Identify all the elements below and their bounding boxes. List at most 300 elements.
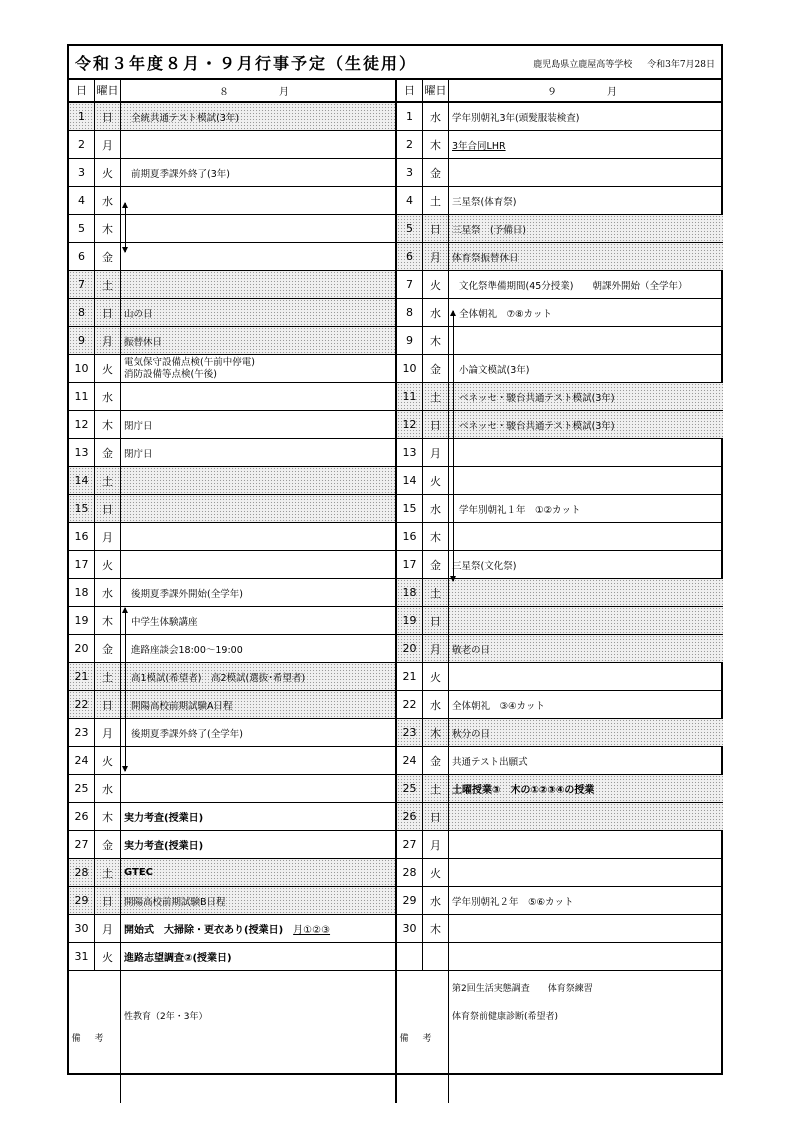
calendar-row: [69, 467, 395, 495]
event-cell: [452, 103, 719, 130]
day-cell: 22: [69, 691, 95, 718]
calendar-row: [397, 943, 723, 971]
event-cell: [124, 747, 391, 774]
calendar-row: [397, 775, 723, 803]
weekday-cell: 木: [95, 803, 121, 830]
day-cell: 5: [69, 215, 95, 242]
weekday-cell: 火: [95, 355, 121, 382]
event-cell: [124, 831, 391, 858]
event-text: 進路志望調査②(授業日): [124, 953, 232, 964]
calendar-row: [397, 467, 723, 495]
day-cell: 21: [69, 663, 95, 690]
september-column: [395, 78, 723, 1103]
event-cell: [452, 467, 719, 494]
event-cell: [124, 299, 391, 326]
calendar-row: [397, 635, 723, 663]
month-header: ９ 月: [547, 87, 617, 98]
event-cell: [124, 775, 391, 802]
calendar-row: [397, 159, 723, 187]
weekday-cell: 日: [95, 103, 121, 130]
event-cell: [452, 383, 719, 410]
event-cell: [124, 467, 391, 494]
weekday-cell: 土: [95, 271, 121, 298]
weekday-cell: 火: [95, 747, 121, 774]
calendar-row: [397, 495, 723, 523]
weekday-cell: 日: [95, 887, 121, 914]
weekday-cell: 土: [95, 859, 121, 886]
weekday-cell: 木: [95, 411, 121, 438]
event-cell: [124, 523, 391, 550]
weekday-cell: 土: [423, 383, 449, 410]
calendar-row: [69, 383, 395, 411]
calendar-row: [69, 271, 395, 299]
event-text: GTEC: [124, 867, 154, 878]
day-cell: 8: [69, 299, 95, 326]
calendar-row: [69, 187, 395, 215]
day-cell: 9: [397, 327, 423, 354]
event-cell: [452, 131, 719, 158]
calendar-row: [69, 243, 395, 271]
weekday-cell: 日: [423, 215, 449, 242]
school-name: 鹿児島県立鹿屋高等学校: [533, 60, 633, 70]
event-cell: [124, 691, 391, 718]
weekday-cell: 水: [423, 299, 449, 326]
calendar-row: [69, 747, 395, 775]
day-cell: 19: [69, 607, 95, 634]
day-cell: 31: [69, 943, 95, 970]
event-cell: [124, 719, 391, 746]
calendar-row: [69, 131, 395, 159]
day-cell: 4: [397, 187, 423, 214]
calendar-row: [397, 663, 723, 691]
weekday-cell: 月: [95, 523, 121, 550]
day-cell: 16: [69, 523, 95, 550]
event-text: 閉庁日: [124, 420, 153, 432]
day-cell: 2: [69, 131, 95, 158]
day-cell: 27: [69, 831, 95, 858]
day-cell: 8: [397, 299, 423, 326]
event-text: 文化祭準備期間(45分授業) 朝課外開始（全学年）: [459, 280, 688, 292]
weekday-cell: 水: [95, 187, 121, 214]
event-cell: [452, 327, 719, 354]
calendar-row: [397, 523, 723, 551]
weekday-cell: 木: [423, 915, 449, 942]
day-cell: [397, 943, 423, 970]
day-cell: 7: [69, 271, 95, 298]
calendar-row: [397, 915, 723, 943]
day-cell: 15: [69, 495, 95, 522]
event-text: 山の日: [124, 308, 153, 320]
event-cell: [124, 383, 391, 410]
day-cell: 10: [69, 355, 95, 382]
event-cell: [452, 803, 719, 830]
calendar-row: [69, 943, 395, 971]
day-cell: 7: [397, 271, 423, 298]
day-cell: 20: [69, 635, 95, 662]
day-cell: 26: [397, 803, 423, 830]
event-text: 開始式 大掃除・更衣あり(授業日): [124, 925, 294, 936]
weekday-cell: 水: [423, 887, 449, 914]
event-cell: [452, 523, 719, 550]
event-cell: [452, 411, 719, 438]
weekday-cell: 金: [95, 635, 121, 662]
calendar-row: [69, 215, 395, 243]
event-cell: [124, 579, 391, 606]
event-cell: [452, 243, 719, 270]
calendar-row: [69, 159, 395, 187]
weekday-cell: 金: [423, 159, 449, 186]
event-cell: [452, 187, 719, 214]
remark-line: 性教育（2年・3年）: [124, 1012, 208, 1022]
calendar-row: [397, 831, 723, 859]
event-cell: [124, 159, 391, 186]
day-cell: 27: [397, 831, 423, 858]
period-note: 月①②③: [293, 925, 331, 936]
event-text: 後期夏季課外終了(全学年): [131, 728, 243, 740]
day-cell: 12: [397, 411, 423, 438]
day-header: 日: [397, 78, 423, 101]
weekday-cell: 水: [95, 775, 121, 802]
event-cell: [452, 635, 719, 662]
event-cell: [124, 103, 391, 130]
event-cell: [452, 551, 719, 578]
range-arrow: [125, 203, 126, 252]
event-cell: [452, 299, 719, 326]
day-cell: 11: [397, 383, 423, 410]
day-cell: 4: [69, 187, 95, 214]
day-cell: 6: [69, 243, 95, 270]
calendar-row: [397, 355, 723, 383]
page-title: 令和３年度８月・９月行事予定（生徒用）: [75, 54, 418, 73]
event-text: 前期夏季課外終了(3年): [131, 168, 230, 180]
weekday-cell: 月: [423, 831, 449, 858]
event-text: ベネッセ・駿台共通テスト模試(3年): [459, 392, 615, 404]
weekday-cell: 日: [95, 691, 121, 718]
calendar-row: [69, 803, 395, 831]
weekday-cell: 金: [95, 439, 121, 466]
weekday-header: 曜日: [423, 78, 449, 101]
event-cell: [124, 887, 391, 914]
event-text: 全統共通テスト模試(3年): [131, 112, 240, 124]
day-cell: 17: [69, 551, 95, 578]
event-cell: [452, 271, 719, 298]
august-remarks: [69, 971, 395, 1103]
calendar-row: [69, 551, 395, 579]
weekday-cell: 木: [423, 523, 449, 550]
event-text: 学年別朝礼１年 ①②カット: [459, 504, 581, 516]
event-cell: [452, 915, 719, 942]
calendar-row: [69, 663, 395, 691]
day-cell: 6: [397, 243, 423, 270]
day-cell: 11: [69, 383, 95, 410]
weekday-cell: 火: [423, 859, 449, 886]
event-text: ベネッセ・駿台共通テスト模試(3年): [459, 420, 615, 432]
event-cell: [452, 355, 719, 382]
event-text: 進路座談会18:00～19:00: [131, 644, 243, 656]
event-cell: [452, 831, 719, 858]
calendar-row: [397, 803, 723, 831]
calendar-row: [397, 243, 723, 271]
weekday-cell: 水: [95, 579, 121, 606]
weekday-cell: 月: [95, 719, 121, 746]
calendar-row: [397, 439, 723, 467]
day-cell: 1: [69, 103, 95, 130]
weekday-cell: 月: [423, 439, 449, 466]
weekday-cell: 水: [423, 691, 449, 718]
weekday-cell: 金: [423, 551, 449, 578]
day-cell: 3: [397, 159, 423, 186]
day-cell: 2: [397, 131, 423, 158]
event-cell: [124, 243, 391, 270]
day-cell: 29: [69, 887, 95, 914]
calendar-row: [397, 719, 723, 747]
event-text: 敬老の日: [452, 644, 491, 656]
event-text: 学年別朝礼２年 ⑤⑥カット: [452, 896, 574, 908]
event-text: 土曜授業③ 木の①②③④の授業: [452, 785, 595, 796]
day-header: 日: [69, 78, 95, 101]
event-cell: [452, 663, 719, 690]
day-cell: 13: [397, 439, 423, 466]
day-cell: 30: [69, 915, 95, 942]
weekday-cell: 金: [423, 355, 449, 382]
school-date: [533, 57, 715, 70]
day-cell: 14: [397, 467, 423, 494]
weekday-cell: 金: [423, 747, 449, 774]
weekday-cell: 水: [423, 103, 449, 130]
weekday-cell: 月: [423, 243, 449, 270]
weekday-cell: 火: [423, 271, 449, 298]
event-text: 学年別朝礼3年(頭髪服装検査): [452, 112, 580, 124]
event-cell: [124, 803, 391, 830]
issue-date: 令和3年7月28日: [647, 60, 715, 70]
remarks-label: 備考: [69, 971, 121, 1103]
calendar-row: [69, 327, 395, 355]
calendar-row: [69, 915, 395, 943]
calendar-row: [69, 299, 395, 327]
weekday-cell: 木: [95, 607, 121, 634]
day-cell: 9: [69, 327, 95, 354]
event-text: 後期夏季課外開始(全学年): [131, 588, 243, 600]
event-cell: [452, 439, 719, 466]
event-cell: [452, 859, 719, 886]
day-cell: 3: [69, 159, 95, 186]
weekday-cell: 日: [95, 495, 121, 522]
day-cell: 22: [397, 691, 423, 718]
day-cell: 24: [69, 747, 95, 774]
event-cell: [124, 215, 391, 242]
weekday-cell: 日: [423, 411, 449, 438]
event-text: 三星祭(体育祭): [452, 196, 517, 208]
event-cell: [452, 495, 719, 522]
calendar-row: [69, 719, 395, 747]
september-rows: [397, 103, 723, 971]
event-text: 共通テスト出願式: [452, 756, 528, 768]
calendar-row: [397, 859, 723, 887]
calendar-row: [69, 831, 395, 859]
range-arrow: [453, 311, 454, 581]
weekday-cell: 木: [423, 131, 449, 158]
day-cell: 21: [397, 663, 423, 690]
event-cell: [452, 215, 719, 242]
event-text: 開陽高校前期試験A日程: [131, 700, 233, 712]
event-cell: [452, 159, 719, 186]
calendar-row: [69, 859, 395, 887]
event-cell: [124, 411, 391, 438]
calendar-row: [69, 887, 395, 915]
weekday-cell: 土: [423, 187, 449, 214]
event-cell: [124, 551, 391, 578]
weekday-cell: 木: [423, 719, 449, 746]
weekday-cell: 日: [423, 607, 449, 634]
calendar-row: [69, 439, 395, 467]
remarks-label: 備考: [397, 971, 449, 1103]
calendar-row: [397, 411, 723, 439]
day-cell: 24: [397, 747, 423, 774]
event-cell: [452, 887, 719, 914]
event-text: 高1模試(希望者) 高2模試(選抜･希望者): [131, 672, 306, 684]
weekday-header: 曜日: [95, 78, 121, 101]
event-text: 全体朝礼 ③④カット: [452, 700, 545, 712]
day-cell: 18: [397, 579, 423, 606]
event-cell: [124, 271, 391, 298]
day-cell: 23: [69, 719, 95, 746]
event-text: 振替休日: [124, 336, 163, 348]
day-cell: 18: [69, 579, 95, 606]
weekday-cell: 金: [95, 831, 121, 858]
calendar-row: [397, 215, 723, 243]
august-header: [69, 78, 395, 103]
calendar-row: [69, 355, 395, 383]
event-cell: [124, 607, 391, 634]
calendar-row: [397, 747, 723, 775]
event-cell: [124, 943, 391, 970]
event-text: 実力考査(授業日): [124, 841, 204, 852]
weekday-cell: 土: [95, 663, 121, 690]
weekday-cell: 金: [95, 243, 121, 270]
weekday-cell: 水: [423, 495, 449, 522]
day-cell: 14: [69, 467, 95, 494]
calendar-row: [397, 383, 723, 411]
calendar-row: [397, 607, 723, 635]
event-text: 開陽高校前期試験B日程: [124, 896, 226, 908]
day-cell: 17: [397, 551, 423, 578]
event-cell: [452, 747, 719, 774]
day-cell: 25: [69, 775, 95, 802]
event-text: 消防設備等点検(午後): [124, 368, 217, 380]
weekday-cell: [423, 943, 449, 970]
calendar-row: [397, 131, 723, 159]
event-cell: [124, 495, 391, 522]
calendar-row: [69, 411, 395, 439]
day-cell: 28: [397, 859, 423, 886]
event-cell: [124, 327, 391, 354]
calendar-row: [69, 635, 395, 663]
day-cell: 12: [69, 411, 95, 438]
weekday-cell: 火: [423, 467, 449, 494]
weekday-cell: 木: [423, 327, 449, 354]
event-cell: [452, 607, 719, 634]
weekday-cell: 土: [423, 775, 449, 802]
event-text: 三星祭(文化祭): [452, 560, 517, 572]
calendar-row: [69, 691, 395, 719]
day-cell: 5: [397, 215, 423, 242]
day-cell: 15: [397, 495, 423, 522]
calendar-row: [69, 775, 395, 803]
september-remarks: [397, 971, 723, 1103]
day-cell: 13: [69, 439, 95, 466]
calendar-row: [397, 327, 723, 355]
remark-line: 体育祭前健康診断(希望者): [452, 1012, 559, 1022]
event-cell: [124, 635, 391, 662]
september-header: [397, 78, 723, 103]
calendar-row: [397, 103, 723, 131]
day-cell: 30: [397, 915, 423, 942]
event-cell: [452, 943, 719, 970]
weekday-cell: 日: [423, 803, 449, 830]
weekday-cell: 土: [423, 579, 449, 606]
event-text: 小論文模試(3年): [459, 364, 530, 376]
day-cell: 16: [397, 523, 423, 550]
event-cell: [452, 579, 719, 606]
event-text: 秋分の日: [452, 728, 491, 740]
weekday-cell: 火: [95, 551, 121, 578]
weekday-cell: 火: [95, 159, 121, 186]
day-cell: 29: [397, 887, 423, 914]
event-cell: [124, 439, 391, 466]
calendar-row: [397, 691, 723, 719]
calendar-row: [397, 551, 723, 579]
weekday-cell: 月: [423, 635, 449, 662]
day-cell: 1: [397, 103, 423, 130]
august-rows: [69, 103, 395, 971]
event-cell: [452, 719, 719, 746]
day-cell: 19: [397, 607, 423, 634]
weekday-cell: 月: [95, 131, 121, 158]
title-row: [69, 46, 721, 80]
day-cell: 10: [397, 355, 423, 382]
calendar-row: [397, 887, 723, 915]
day-cell: 26: [69, 803, 95, 830]
month-header: ８ 月: [219, 87, 289, 98]
event-cell: [124, 131, 391, 158]
calendar-row: [69, 103, 395, 131]
day-cell: 28: [69, 859, 95, 886]
remark-line: 第2回生活実態調査 体育祭練習: [452, 984, 593, 994]
calendar-row: [69, 579, 395, 607]
calendar-row: [397, 579, 723, 607]
weekday-cell: 土: [95, 467, 121, 494]
event-text: 全体朝礼 ⑦⑧カット: [459, 308, 552, 320]
calendar-row: [397, 299, 723, 327]
day-cell: 25: [397, 775, 423, 802]
weekday-cell: 木: [95, 215, 121, 242]
event-text: 実力考査(授業日): [124, 813, 204, 824]
event-cell: [124, 915, 391, 942]
weekday-cell: 日: [95, 299, 121, 326]
calendar-row: [397, 187, 723, 215]
event-cell: [124, 663, 391, 690]
weekday-cell: 水: [95, 383, 121, 410]
event-text: 電気保守設備点検(午前中停電): [124, 356, 255, 368]
event-text: 三星祭 (予備日): [452, 224, 526, 236]
event-cell: [452, 775, 719, 802]
event-cell: [124, 859, 391, 886]
weekday-cell: 月: [95, 915, 121, 942]
weekday-cell: 月: [95, 327, 121, 354]
event-text: 閉庁日: [124, 448, 153, 460]
event-text: 体育祭振替休日: [452, 252, 519, 264]
event-text: 3年合同LHR: [452, 140, 506, 152]
